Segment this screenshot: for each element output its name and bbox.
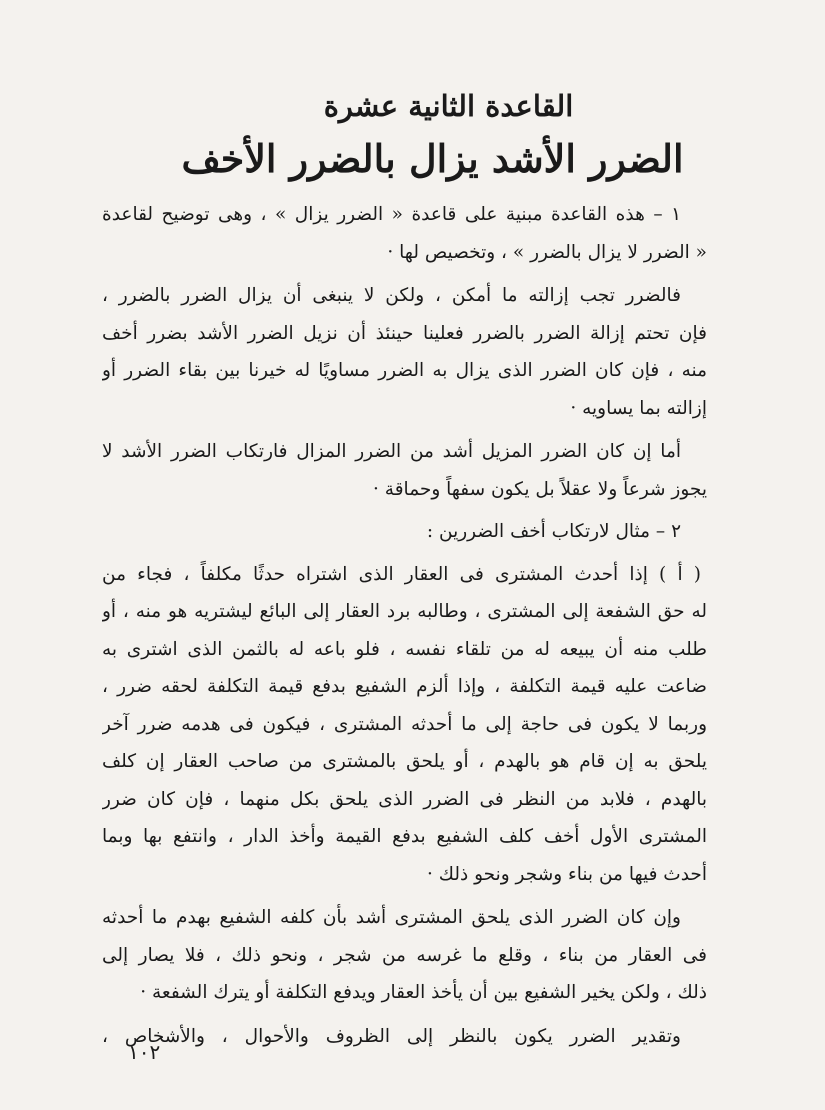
text-line: فى العقار من بناء ، وقلع ما غرسه من شجر ، ونحو ذلك ، فلا يصار إلى xyxy=(102,944,707,966)
paragraph-buyer-harm xyxy=(102,899,707,1012)
body-text xyxy=(102,196,707,1055)
text-line: ذلك ، ولكن يخير الشفيع بين أن يأخذ العقار ويدفع التكلفة أو يترك الشفعة · xyxy=(140,982,707,1003)
text-line: ١ – هذه القاعدة مبنية على قاعدة « الضرر يزال » ، وهى توضيح لقاعدة xyxy=(102,204,681,225)
text-line: إزالته بما يساويه · xyxy=(570,397,707,419)
paragraph-explanation xyxy=(102,277,707,427)
rule-number-heading: القاعدة الثانية عشرة xyxy=(323,89,574,123)
text-line: أحدث فيها من بناء وشجر ونحو ذلك · xyxy=(426,863,707,885)
text-line: يلحق به إن قام هو بالهدم ، أو يلحق بالمشترى من صاحب العقار إن كلف xyxy=(102,751,707,772)
paragraph-assessment xyxy=(102,1018,707,1056)
rule-title-heading: الضرر الأشد يزال بالضرر الأخف xyxy=(181,136,684,181)
paragraph-example-a xyxy=(102,556,707,894)
paragraph-intro xyxy=(102,196,707,271)
paragraph-greater-harm xyxy=(102,433,707,508)
page-number: ١٠٢ xyxy=(128,1040,161,1064)
text-line: له حق الشفعة إلى المشترى ، وطالبه برد العقار إلى البائع ليشتريه هو منه ، أو xyxy=(102,601,707,622)
text-line: بالهدم ، فلابد من النظر فى الضرر الذى يلحق بكل منهما ، فإن كان ضرر xyxy=(102,788,707,810)
text-line: « الضرر لا يزال بالضرر » ، وتخصيص لها · xyxy=(387,241,707,263)
text-line: أما إن كان الضرر المزيل أشد من الضرر المزال فارتكاب الضرر الأشد لا xyxy=(102,441,681,462)
text-line: وإن كان الضرر الذى يلحق المشترى أشد بأن كلفه الشفيع بهدم ما أحدثه xyxy=(102,907,681,928)
text-line: ٢ – مثال لارتكاب أخف الضررين : xyxy=(426,521,681,542)
text-line: وربما لا يكون فى حاجة إلى ما أحدثه المشترى ، فيكون فى هدمه ضرر آخر xyxy=(102,713,707,735)
text-line: المشترى الأول أخف كلف الشفيع بدفع القيمة وأخذ الدار ، وانتفع بها وبما xyxy=(102,826,707,847)
text-line: وتقدير الضرر يكون بالنظر إلى الظروف والأحوال ، والأشخاص ، xyxy=(102,1025,681,1047)
text-line: ضاعت عليه قيمة التكلفة ، وإذا ألزم الشفيع بدفع قيمة التكلفة لحقه ضرر ، xyxy=(102,676,707,697)
text-line: طلب منه أن يبيعه له من تلقاء نفسه ، فلو باعه له بالثمن الذى اشترى به xyxy=(102,638,707,660)
paragraph-example-heading xyxy=(102,513,707,551)
text-line: فإن تحتم إزالة الضرر بالضرر فعلينا حينئذ أن نزيل الضرر الأشد بضرر أخف xyxy=(102,322,707,344)
text-line: فالضرر تجب إزالته ما أمكن ، ولكن لا ينبغى أن يزال الضرر بالضرر ، xyxy=(102,285,681,306)
text-line: ( أ ) إذا أحدث المشترى فى العقار الذى اشتراه حدثًا مكلفاً ، فجاء من xyxy=(102,563,701,585)
text-line: يجوز شرعاً ولا عقلاً بل يكون سفهاً وحماقة · xyxy=(373,478,707,500)
text-line: منه ، فإن كان الضرر الذى يزال به الضرر مساويًا له خيرنا بين بقاء الضرر أو xyxy=(102,360,707,381)
